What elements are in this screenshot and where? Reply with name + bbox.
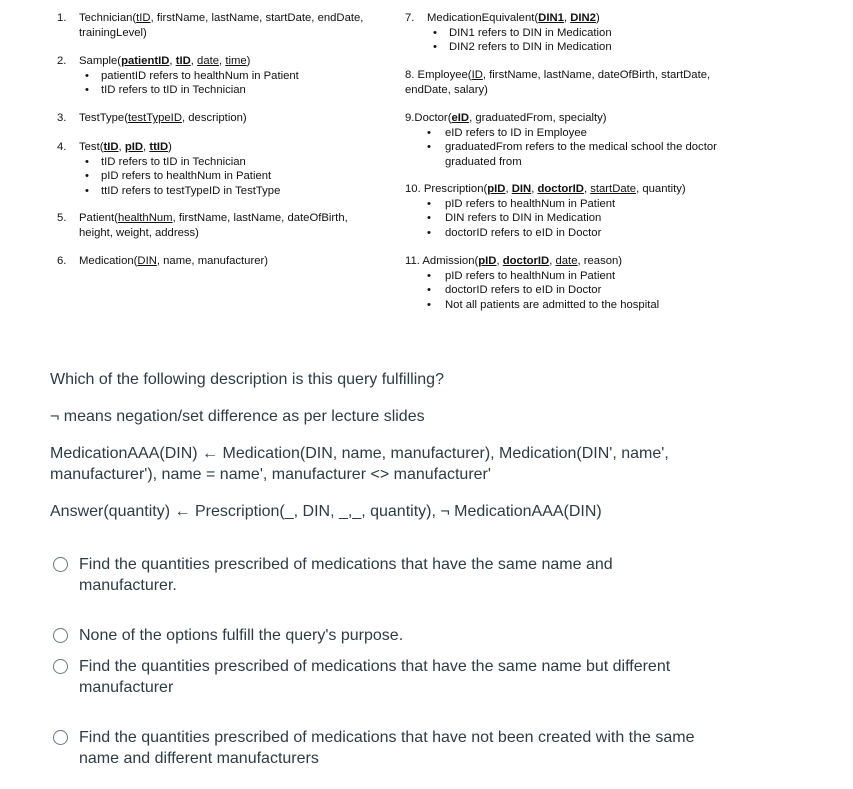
key-attribute: ID: [471, 69, 483, 81]
key-attribute: pID: [487, 183, 506, 195]
key-attribute: tID: [175, 55, 191, 67]
schema-text: ): [168, 141, 172, 153]
schema-note: • patientID refers to healthNum in Patient: [57, 69, 299, 84]
option-label: Find the quantities prescribed of medications that have the same name but different manufacturer: [79, 658, 671, 696]
schema-note: • pID refers to healthNum in Patient: [57, 169, 280, 184]
schema-text: ,: [505, 183, 512, 195]
question-prompt: Which of the following description is this query fulfilling?: [50, 371, 444, 388]
schema-heading: [57, 140, 280, 155]
key-attribute: DIN: [511, 183, 532, 195]
radio-button[interactable]: [53, 628, 68, 643]
schema-line: [57, 211, 348, 226]
datalog-rule-answer: Answer(quantity) ← Prescription(_, DIN, _,_, quantity), ¬ MedicationAAA(DIN): [50, 503, 602, 520]
key-attribute: tID: [136, 12, 151, 24]
schema-text: ,: [549, 255, 556, 267]
schema-entry: [57, 254, 268, 269]
schema-note: • DIN1 refers to DIN in Medication: [405, 26, 612, 41]
schema-line: [57, 26, 363, 41]
schema-text: TestType(: [79, 112, 128, 124]
schema-text: 9.Doctor(: [405, 112, 452, 124]
schema-line: [57, 140, 280, 155]
entry-number: 6.: [57, 255, 67, 267]
option-label: Find the quantities prescribed of medications that have the same name and manufacturer.: [79, 556, 613, 594]
schema-text: 10. Prescription(: [405, 183, 488, 195]
key-attribute: doctorID: [537, 183, 584, 195]
radio-button[interactable]: [53, 730, 68, 745]
schema-heading: [405, 11, 612, 26]
schema-line: [405, 111, 745, 126]
schema-note: • DIN2 refers to DIN in Medication: [405, 40, 612, 55]
answer-option-1[interactable]: [53, 555, 699, 596]
key-attribute: pID: [124, 141, 144, 153]
option-label: Find the quantities prescribed of medications that have not been created with the same name and different manufacturers: [79, 729, 695, 767]
schema-text: Patient(: [79, 212, 118, 224]
schema-heading: [57, 111, 247, 126]
schema-text: ,: [219, 55, 226, 67]
key-attribute: time: [225, 55, 247, 67]
schema-line: [57, 54, 299, 69]
schema-line: [57, 111, 247, 126]
schema-text: Test(: [79, 141, 104, 153]
schema-heading: [57, 54, 299, 69]
schema-heading: [57, 11, 363, 40]
schema-entry: [405, 11, 612, 55]
schema-text: trainingLevel): [79, 26, 147, 39]
key-attribute: date: [197, 55, 220, 67]
schema-note: • graduatedFrom refers to the medical school the doctor graduated from: [405, 140, 745, 169]
option-label: None of the options fulfill the query's purpose.: [79, 627, 404, 644]
schema-entry: [57, 11, 363, 40]
key-attribute: testTypeID: [127, 112, 182, 124]
negation-note: ¬ means negation/set difference as per lecture slides: [50, 408, 425, 425]
entry-number: 5.: [57, 212, 67, 224]
schema-note: • doctorID refers to eID in Doctor: [405, 226, 686, 241]
schema-text: height, weight, address): [79, 226, 199, 239]
schema-heading: [405, 182, 686, 197]
radio-button[interactable]: [53, 659, 68, 674]
schema-note: • tID refers to tID in Technician: [57, 83, 299, 98]
schema-text: ): [246, 55, 251, 67]
schema-note: • Not all patients are admitted to the hospital: [405, 298, 659, 313]
schema-line: [405, 182, 686, 197]
schema-entry: [57, 211, 348, 240]
key-attribute: DIN1: [538, 12, 564, 24]
key-attribute: pID: [478, 255, 497, 267]
schema-note: • pID refers to healthNum in Patient: [405, 269, 659, 284]
schema-text: , graduatedFrom, specialty): [469, 112, 607, 124]
schema-text: ,: [531, 183, 538, 195]
schema-note: • DIN refers to DIN in Medication: [405, 211, 686, 226]
entry-number: 4.: [57, 141, 67, 153]
schema-entry: [405, 254, 659, 312]
schema-note: • pID refers to healthNum in Patient: [405, 197, 686, 212]
schema-line: [57, 254, 268, 269]
schema-text: endDate, salary): [405, 83, 488, 96]
schema-text: 8. Employee(: [405, 69, 472, 81]
answer-option-3[interactable]: [53, 657, 699, 698]
schema-entry: [57, 140, 280, 198]
schema-entry: [405, 68, 710, 97]
schema-heading: [57, 254, 268, 269]
schema-text: , firstName, lastName, dateOfBirth,: [172, 212, 348, 224]
schema-line: [405, 254, 659, 269]
key-attribute: ttID: [149, 141, 169, 153]
schema-text: 11. Admission(: [405, 255, 479, 267]
schema-text: , description): [181, 112, 247, 124]
schema-line: [405, 11, 612, 26]
entry-number: 1.: [57, 12, 67, 24]
schema-text: ,: [496, 255, 503, 267]
schema-line: [57, 226, 348, 241]
schema-entry: [405, 182, 686, 240]
radio-button[interactable]: [53, 557, 68, 572]
schema-note: • eID refers to ID in Employee: [405, 126, 745, 141]
schema-text: , name, manufacturer): [156, 255, 269, 267]
schema-entry: [57, 111, 247, 126]
schema-text: , firstName, lastName, startDate, endDate,: [150, 12, 364, 24]
schema-text: , firstName, lastName, dateOfBirth, startDate,: [482, 69, 711, 81]
schema-heading: [405, 68, 710, 97]
schema-text: ,: [190, 55, 198, 67]
schema-line: [405, 83, 710, 98]
key-attribute: DIN: [137, 255, 157, 267]
schema-text: ,: [563, 12, 571, 24]
schema-heading: [57, 211, 348, 240]
answer-option-4[interactable]: [53, 728, 699, 769]
schema-entry: [57, 54, 299, 98]
schema-text: , quantity): [636, 183, 686, 195]
schema-heading: [405, 254, 659, 269]
schema-heading: [405, 111, 745, 126]
schema-note: • doctorID refers to eID in Doctor: [405, 283, 659, 298]
schema-text: Sample(: [79, 55, 122, 67]
key-attribute: doctorID: [502, 255, 550, 267]
schema-entry: [405, 111, 745, 169]
schema-text: , reason): [577, 255, 623, 267]
schema-line: [57, 11, 363, 26]
schema-text: ,: [169, 55, 176, 67]
schema-text: ,: [118, 141, 125, 153]
key-attribute: DIN2: [570, 12, 596, 24]
schema-text: ,: [143, 141, 150, 153]
schema-text: ): [595, 12, 600, 24]
schema-text: ,: [583, 183, 591, 195]
schema-text: Technician(: [79, 12, 137, 24]
entry-number: 3.: [57, 112, 67, 124]
schema-line: [405, 68, 710, 83]
schema-note: • ttID refers to testTypeID in TestType: [57, 184, 280, 199]
datalog-rule-medicationaaa: MedicationAAA(DIN) ← Medication(DIN, name, manufacturer), Medication(DIN', name', manufacturer'), name = name', manufacturer <> manufacturer': [50, 445, 669, 483]
schema-text: Medication(: [79, 255, 138, 267]
schema-text: MedicationEquivalent(: [427, 12, 539, 24]
schema-note: • tID refers to tID in Technician: [57, 155, 280, 170]
entry-number: 7.: [405, 12, 415, 24]
key-attribute: healthNum: [117, 212, 173, 224]
answer-option-2[interactable]: [53, 626, 699, 647]
key-attribute: date: [555, 255, 578, 267]
key-attribute: tID: [103, 141, 119, 153]
entry-number: 2.: [57, 55, 67, 67]
key-attribute: startDate: [590, 183, 637, 195]
key-attribute: eID: [451, 112, 470, 124]
key-attribute: patientID: [121, 55, 170, 67]
